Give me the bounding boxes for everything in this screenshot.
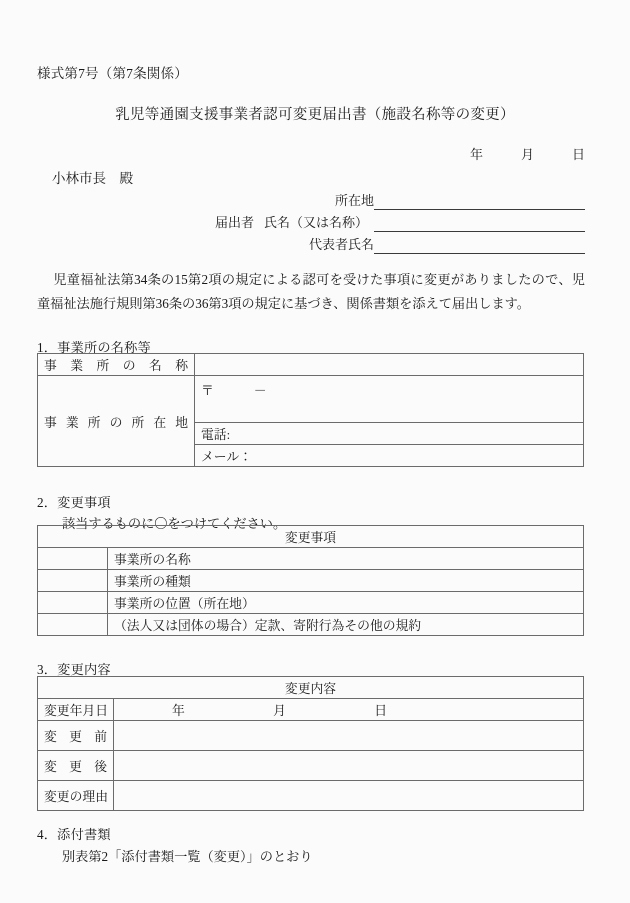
submitter-representative-label: 代表者氏名	[308, 237, 374, 252]
table-row	[38, 570, 584, 592]
change-item-label-0: 事業所の名称	[108, 548, 584, 570]
table-row	[38, 614, 584, 636]
submitter-location-input[interactable]	[374, 193, 585, 210]
change-content-header: 変更内容	[38, 677, 584, 699]
submitter-name-label: 氏名（又は名称）	[263, 215, 368, 230]
change-item-label-3: （法人又は団体の場合）定款、寄附行為その他の規約	[108, 614, 584, 636]
change-items-table	[37, 525, 584, 636]
section4-note: 別表第2「添付書類一覧（変更）」のとおり	[62, 849, 313, 864]
table-row	[38, 548, 584, 570]
change-date-label: 変更年月日	[38, 699, 114, 721]
document-title: 乳児等通園支援事業者認可変更届出書（施設名称等の変更）	[115, 107, 515, 123]
change-after-input[interactable]	[114, 751, 584, 781]
table-row	[38, 677, 584, 699]
office-info-table	[37, 353, 584, 467]
office-postal-input[interactable]	[195, 376, 584, 423]
change-item-check-3[interactable]	[38, 614, 108, 636]
form-number: 様式第7号（第7条関係）	[37, 66, 188, 81]
table-row	[38, 721, 584, 751]
change-item-check-2[interactable]	[38, 592, 108, 614]
date-year-label: 年	[470, 147, 484, 162]
change-item-label-1: 事業所の種類	[108, 570, 584, 592]
table-row	[38, 376, 584, 423]
postal-mark-icon: 〒	[201, 384, 214, 398]
section2-instruction: 該当するものに〇をつけてください。	[62, 516, 287, 531]
submitter-location-label: 所在地	[334, 193, 374, 208]
change-reason-input[interactable]	[114, 781, 584, 811]
body-paragraph	[37, 268, 585, 316]
office-tel-label: 電話:	[201, 428, 231, 442]
section4-heading: 4．添付書類	[37, 827, 111, 842]
change-reason-label: 変更の理由	[38, 781, 114, 811]
office-mail-input[interactable]	[195, 445, 584, 467]
change-date-input[interactable]	[114, 699, 584, 721]
change-item-check-0[interactable]	[38, 548, 108, 570]
submitter-representative-input[interactable]	[374, 237, 585, 254]
office-address-label: 事業所の所在地	[38, 376, 195, 467]
table-row	[38, 526, 584, 548]
office-name-label: 事業所の名称	[38, 354, 195, 376]
table-row	[38, 354, 584, 376]
change-date-year-label: 年	[172, 704, 185, 718]
paragraph-text: 児童福祉法第34条の15第2項の規定による認可を受けた事項に変更がありましたので、児童福祉法施行規則第36条の36第3項の規定に基づき、関係書類を添えて届出します。	[37, 272, 585, 311]
date-day-label: 日	[571, 147, 585, 162]
submission-date-line	[470, 144, 585, 163]
date-month-label: 月	[520, 147, 534, 162]
office-mail-label: メール：	[201, 450, 252, 464]
change-content-table	[37, 676, 584, 811]
submitter-representative-row	[180, 232, 585, 254]
section2-heading: 2．変更事項	[37, 495, 111, 510]
submitter-name-row	[180, 210, 585, 232]
table-row	[38, 751, 584, 781]
table-row	[38, 592, 584, 614]
addressee: 小林市長 殿	[52, 171, 133, 186]
submitter-block	[180, 188, 585, 254]
change-date-line	[172, 700, 387, 719]
table-row	[38, 781, 584, 811]
postal-code-row	[201, 380, 577, 399]
change-item-label-2: 事業所の位置（所在地）	[108, 592, 584, 614]
office-name-input[interactable]	[195, 354, 584, 376]
change-after-label: 変更後	[38, 751, 114, 781]
change-before-input[interactable]	[114, 721, 584, 751]
change-date-month-label: 月	[273, 704, 286, 718]
office-tel-input[interactable]	[195, 423, 584, 445]
change-date-day-label: 日	[374, 704, 387, 718]
change-item-check-1[interactable]	[38, 570, 108, 592]
submitter-name-input[interactable]	[374, 215, 585, 232]
submitter-tag: 届出者	[214, 215, 254, 230]
postal-dash: －	[253, 384, 267, 398]
change-items-header: 変更事項	[38, 526, 584, 548]
section1-heading: 1．事業所の名称等	[37, 340, 151, 355]
table-row	[38, 699, 584, 721]
change-before-label: 変更前	[38, 721, 114, 751]
submitter-location-row	[180, 188, 585, 210]
section3-heading: 3．変更内容	[37, 662, 111, 677]
